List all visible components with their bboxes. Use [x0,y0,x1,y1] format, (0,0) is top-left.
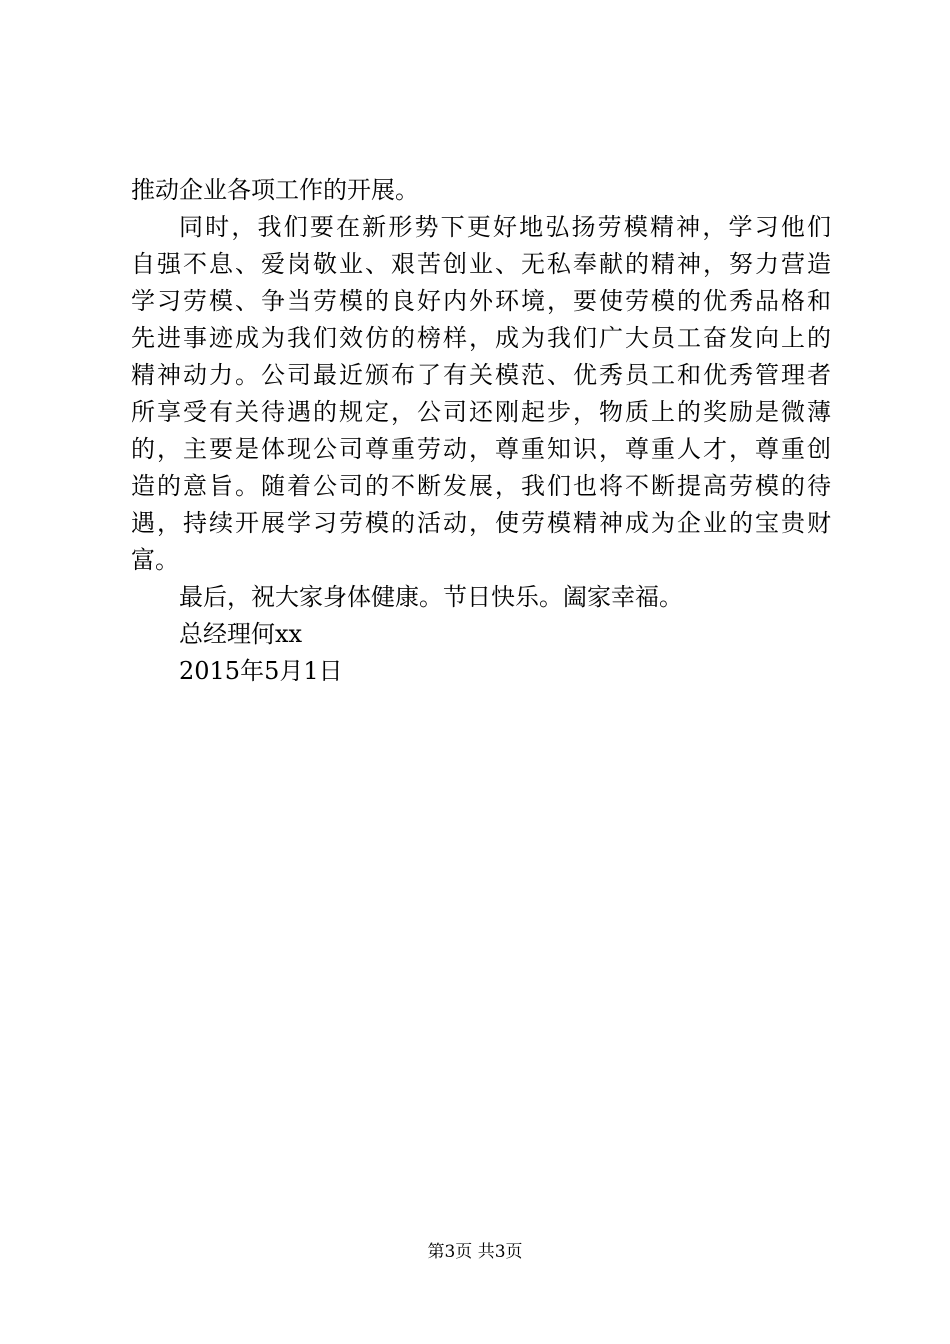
paragraph-line: 富。 [131,546,179,574]
paragraph-line: 同时，我们要在新形势下更好地弘扬劳模精神，学习他们 [179,213,831,241]
paragraph-line: 造的意旨。随着公司的不断发展，我们也将不断提高劳模的待 [131,472,831,500]
paragraph-line: 精神动力。公司最近颁布了有关模范、优秀员工和优秀管理者 [131,361,831,389]
closing-wishes: 最后，祝大家身体健康。节日快乐。阖家幸福。 [179,583,683,611]
document-body [131,172,831,690]
paragraph-line: 推动企业各项工作的开展。 [131,176,419,204]
paragraph-line: 的，主要是体现公司尊重劳动，尊重知识，尊重人才，尊重创 [131,435,831,463]
paragraph-line: 所享受有关待遇的规定，公司还刚起步，物质上的奖励是微薄 [131,398,831,426]
signature: 总经理何xx [179,620,303,648]
paragraph-line: 遇，持续开展学习劳模的活动，使劳模精神成为企业的宝贵财 [131,509,831,537]
paragraph-line: 学习劳模、争当劳模的良好内外环境，要使劳模的优秀品格和 [131,287,831,315]
page-number-footer: 第3页 共3页 [427,1242,523,1262]
paragraph-line: 自强不息、爱岗敬业、艰苦创业、无私奉献的精神，努力营造 [131,250,831,278]
paragraph-line: 先进事迹成为我们效仿的榜样，成为我们广大员工奋发向上的 [131,324,831,352]
date: 2015年5月1日 [179,657,343,685]
